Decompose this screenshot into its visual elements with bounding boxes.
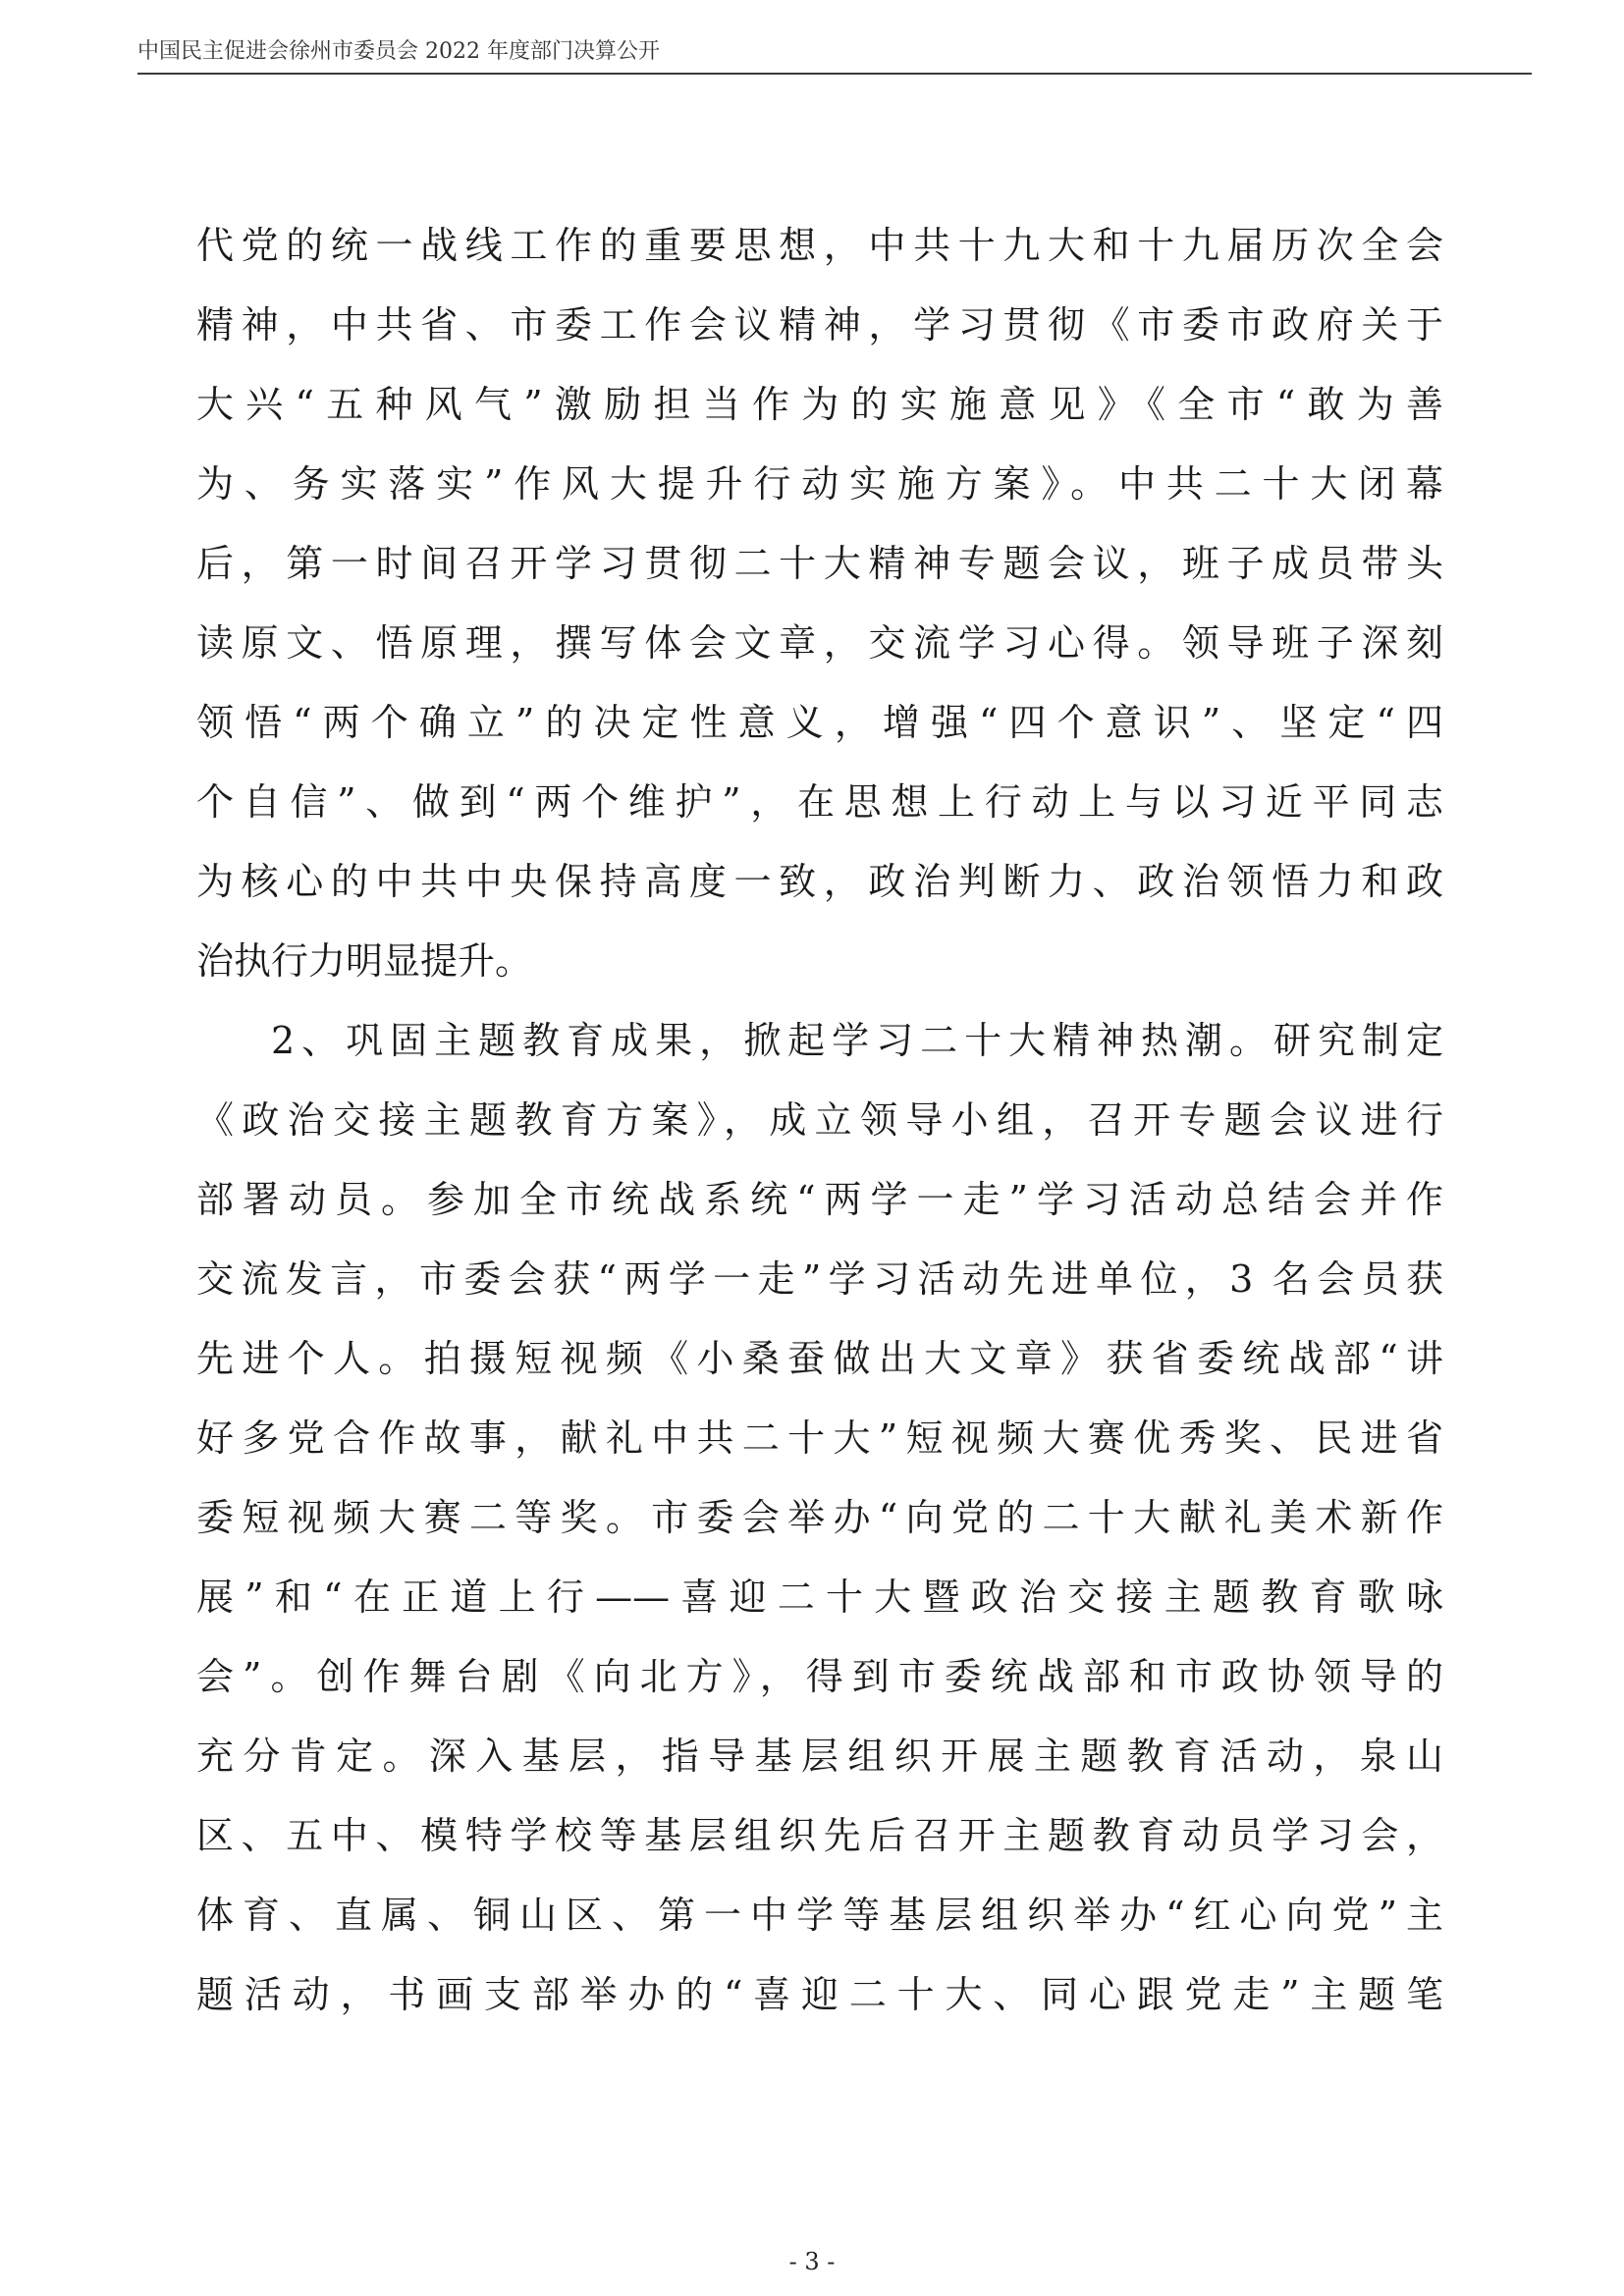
text-line: 个自信”、做到“两个维护”，在思想上行动上与以习近平同志 [196, 780, 1443, 824]
text-line: 精神，中共省、市委工作会议精神，学习贯彻《市委市政府关于 [196, 303, 1443, 347]
paragraph-start-line: 2、巩固主题教育成果，掀起学习二十大精神热潮。研究制定 [271, 1019, 1443, 1062]
text-line: 先进个人。拍摄短视频《小桑蚕做出大文章》获省委统战部“讲 [196, 1337, 1443, 1380]
text-line: 区、五中、模特学校等基层组织先后召开主题教育动员学习会， [196, 1814, 1443, 1857]
text-line: 《政治交接主题教育方案》，成立领导小组，召开专题会议进行 [196, 1098, 1443, 1142]
text-line: 会”。创作舞台剧《向北方》，得到市委统战部和市政协领导的 [196, 1655, 1443, 1698]
text-line: 好多党合作故事，献礼中共二十大”短视频大赛优秀奖、民进省 [196, 1416, 1443, 1460]
page-header [137, 33, 1532, 75]
text-line: 代党的统一战线工作的重要思想，中共十九大和十九届历次全会 [196, 224, 1443, 267]
text-line: 为核心的中共中央保持高度一致，政治判断力、政治领悟力和政 [196, 860, 1443, 903]
text-line: 题活动，书画支部举办的“喜迎二十大、同心跟党走”主题笔 [196, 1973, 1443, 2016]
page-number: - 3 - [788, 2248, 836, 2275]
text-line: 交流发言，市委会获“两学一走”学习活动先进单位，3 名会员获 [196, 1257, 1443, 1301]
text-line: 体育、直属、铜山区、第一中学等基层组织举办“红心向党”主 [196, 1894, 1443, 1937]
text-line: 领悟“两个确立”的决定性意义，增强“四个意识”、坚定“四 [196, 701, 1443, 744]
header-title: 中国民主促进会徐州市委员会 2022 年度部门决算公开 [137, 39, 660, 64]
text-line: 充分肯定。深入基层，指导基层组织开展主题教育活动，泉山 [196, 1735, 1443, 1778]
text-line: 为、务实落实”作风大提升行动实施方案》。中共二十大闭幕 [196, 462, 1443, 506]
text-line: 展”和“在正道上行——喜迎二十大暨政治交接主题教育歌咏 [196, 1575, 1443, 1619]
text-line: 部署动员。参加全市统战系统“两学一走”学习活动总结会并作 [196, 1178, 1443, 1221]
text-line: 读原文、悟原理，撰写体会文章，交流学习心得。领导班子深刻 [196, 621, 1443, 665]
text-line: 后，第一时间召开学习贯彻二十大精神专题会议，班子成员带头 [196, 542, 1443, 585]
text-line: 大兴“五种风气”激励担当作为的实施意见》《全市“敢为善 [196, 383, 1443, 426]
body-text [196, 206, 1443, 2035]
text-line: 委短视频大赛二等奖。市委会举办“向党的二十大献礼美术新作 [196, 1496, 1443, 1539]
text-line: 治执行力明显提升。 [196, 939, 533, 983]
